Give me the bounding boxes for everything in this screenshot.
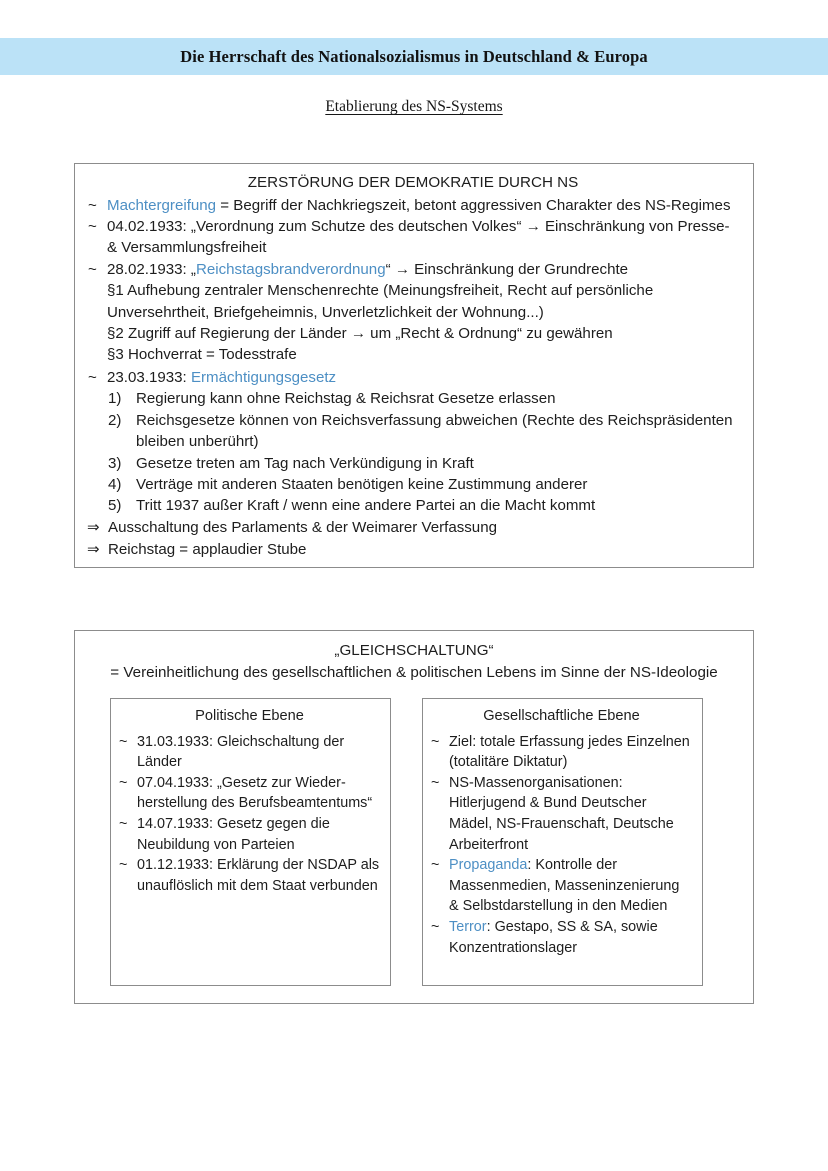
item-number: 2) [108,411,122,429]
ermaechtigungsgesetz-list [87,367,739,388]
list-item [87,367,739,388]
box-title-gleichschaltung: „GLEICHSCHALTUNG“ [334,642,494,659]
conclusion-text: Reichstag = applaudier Stube [108,540,307,558]
democracy-bullet-list [87,195,739,281]
list-item [119,732,380,773]
conclusion-list [87,517,739,560]
subbox-political-level [110,698,391,986]
tilde-bullet-icon: ~ [88,368,97,386]
numbered-list-item [87,410,739,453]
tilde-bullet-icon: ~ [88,260,97,278]
header-banner [0,38,828,75]
list-item-text: 31.03.1933: Gleichschaltung der Länder [137,733,345,771]
page-title: Die Herrschaft des Nationalsozialismus in Deutschland & Europa [180,46,648,66]
numbered-item-text: Reichsgesetze können von Reichsverfassung abweichen (Rechte des Reichspräsidenten bleiben unberührt) [136,411,733,451]
box-definition-gleichschaltung: = Vereinheitlichung des gesellschaftlichen & politischen Lebens im Sinne der NS-Ideologie [110,663,718,681]
list-item-text: = Begriff der Nachkriegszeit, betont aggressiven Charakter des NS-Regimes [216,196,731,214]
tilde-bullet-icon: ~ [88,196,97,214]
list-item [119,773,380,814]
paragraph-section-2: §2 Zugriff auf Regierung der Länder → um „Recht & Ordnung“ zu gewähren [107,325,613,343]
numbered-item-text: Tritt 1937 außer Kraft / wenn eine andere Partei an die Macht kommt [136,497,596,515]
list-item [87,216,739,259]
list-item-text: 07.04.1933: „Gesetz zur Wieder-herstellung des Berufsbeamtentums“ [137,774,373,812]
term-ermaechtigungsgesetz: Ermächtigungsgesetz [190,368,337,386]
tilde-bullet-icon: ~ [119,857,128,874]
numbered-item-text: Gesetze treten am Tag nach Verkündigung in Kraft [136,454,474,472]
content-box-destruction-of-democracy [74,163,754,568]
term-reichstagsbrandverordnung: Reichstagsbrandverordnung [195,260,386,278]
tilde-bullet-icon: ~ [431,733,440,750]
list-item [431,732,692,773]
box-title-destruction: ZERSTÖRUNG DER DEMOKRATIE DURCH NS [247,174,579,191]
tilde-bullet-icon: ~ [119,774,128,791]
numbered-item-text: Regierung kann ohne Reichstag & Reichsrat Gesetze erlassen [136,390,556,408]
list-item-text: “ → Einschränkung der Grundrechte [385,260,629,278]
term-machtergreifung: Machtergreifung [107,196,217,214]
conclusion-item [87,539,739,561]
tilde-bullet-icon: ~ [431,857,440,874]
tilde-bullet-icon: ~ [431,919,440,936]
paragraph-section-1: §1 Aufhebung zentraler Menschenrechte (Meinungsfreiheit, Recht auf persönliche Unversehrtheit, Briefgeheimnis, Unverletzlichkeit der Wohnung...) [107,282,654,321]
tilde-bullet-icon: ~ [119,816,128,833]
list-item-text: Ziel: totale Erfassung jedes Einzelnen (totalitäre Diktatur) [449,733,690,771]
item-number: 4) [108,476,122,493]
numbered-list-item [87,388,739,409]
numbered-list-item [87,474,739,495]
subbox-title-political: Politische Ebene [195,708,304,724]
item-number: 3) [108,454,122,472]
list-item-text: 01.12.1933: Erklärung der NSDAP als unauflöslich mit dem Staat verbunden [137,857,380,894]
list-item-text: : Gestapo, SS & SA, sowie Konzentrationslager [449,919,658,956]
term-propaganda: Propaganda [449,857,528,874]
list-item-text: : Kontrolle der Massenmedien, Masseninzenierung & Selbstdarstellung in den Medien [449,857,680,915]
numbered-list-item [87,495,739,516]
tilde-bullet-icon: ~ [119,733,128,750]
conclusion-item [87,517,739,539]
subtitle-container [0,98,828,116]
political-bullet-list [119,732,380,897]
list-item-text: 14.07.1933: Gesetz gegen die Neubildung von Parteien [137,816,330,853]
double-arrow-icon: ⇒ [87,540,100,558]
list-item-prefix: 28.02.1933: „ [107,260,196,278]
conclusion-text: Ausschaltung des Parlaments & der Weimarer Verfassung [108,518,497,536]
list-item [119,855,380,896]
list-item-text: NS-Massenorganisationen: Hitlerjugend & Bund Deutscher Mädel, NS-Frauenschaft, Deutsche Arbeiterfront [449,774,674,853]
item-number: 5) [108,497,122,515]
subbox-social-level [422,698,703,986]
subbox-title-social: Gesellschaftliche Ebene [483,708,640,724]
list-item [87,195,739,216]
numbered-item-text: Verträge mit anderen Staaten benötigen keine Zustimmung anderer [136,476,588,493]
section-subtitle: Etablierung des NS-Systems [325,98,503,115]
list-item [119,814,380,855]
list-item [431,855,692,917]
list-item [431,773,692,855]
social-bullet-list [431,732,692,959]
list-item [87,259,739,280]
double-arrow-icon: ⇒ [87,518,100,536]
paragraph-section-3: §3 Hochverrat = Todesstrafe [107,346,297,364]
numbered-list-item [87,453,739,474]
list-item-text: 04.02.1933: „Verordnung zum Schutze des deutschen Volkes“ → Einschränkung von Presse- & Versammlungsfreiheit [107,217,730,257]
list-item-prefix: 23.03.1933: [107,368,191,386]
ermaechtigungsgesetz-numbered-list [87,388,739,517]
paragraph-group [87,280,739,366]
item-number: 1) [108,390,122,408]
list-item [431,917,692,958]
tilde-bullet-icon: ~ [88,217,97,235]
term-terror: Terror [449,919,487,936]
tilde-bullet-icon: ~ [431,774,440,791]
